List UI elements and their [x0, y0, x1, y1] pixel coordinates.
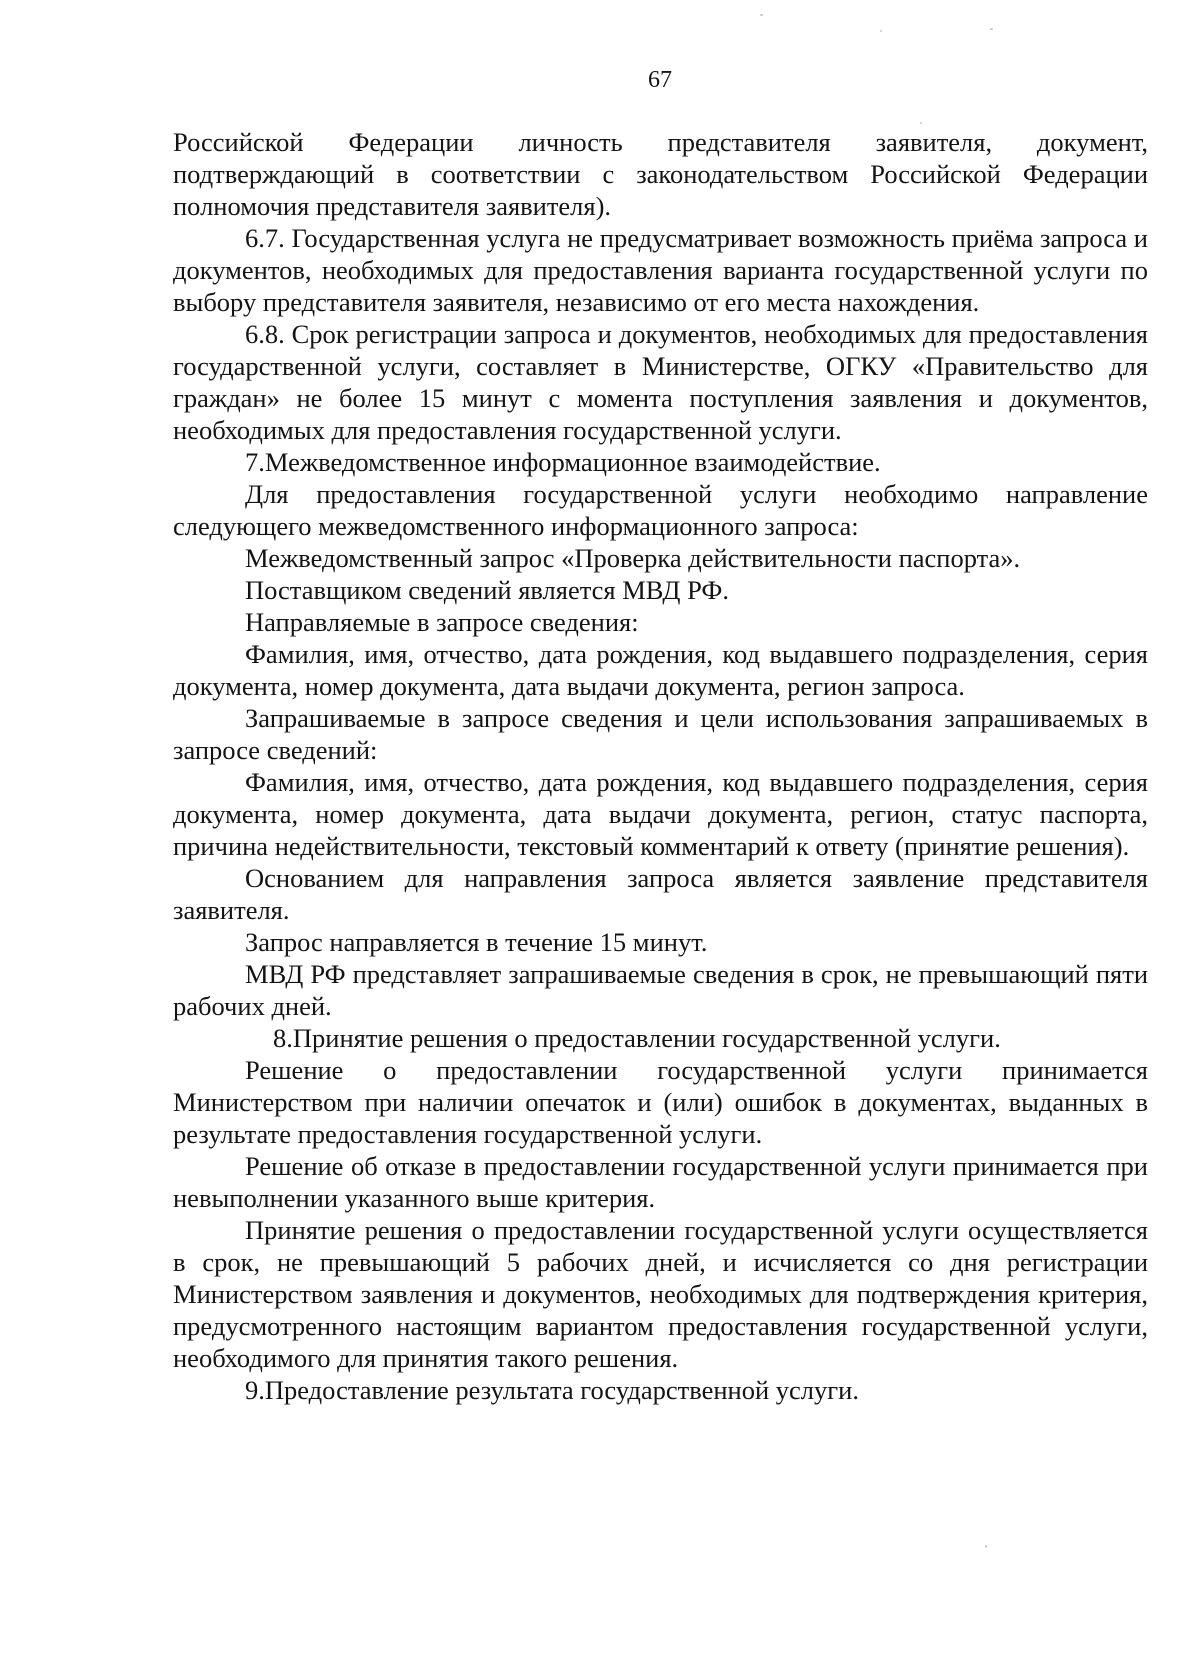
paragraph-6-8: 6.8. Срок регистрации запроса и документов, необходимых для предоставления государственной услуги, составляет в Министерстве, ОГКУ «Правительство для граждан» не более 15 минут с момента поступления заявления и документов, необходимых для предоставления государственной услуги. [173, 319, 1148, 445]
scan-speck [990, 28, 993, 30]
section-8-heading: 8.Принятие решения о предоставлении государственной услуги. [273, 1023, 1001, 1053]
paragraph-decision-timing: Принятие решения о предоставлении государственной услуги осуществляется в срок, не превышающий 5 рабочих дней, и исчисляется со дня регистрации Министерством заявления и документов, необходимых для подтверждения критерия, предусмотренного настоящим вариантом предоставления государственной услуги, необходимого для принятия такого решения. [173, 1215, 1148, 1373]
paragraph-6-7: 6.7. Государственная услуга не предусматривает возможность приёма запроса и документов, необходимых для предоставления варианта государственной услуги по выбору представителя заявителя, независимо от его места нахождения. [173, 223, 1148, 317]
paragraph-refusal: Решение об отказе в предоставлении государственной услуги принимается при невыполнении указанного выше критерия. [173, 1151, 1148, 1213]
paragraph-continuation: Российской Федерации личность представителя заявителя, документ, подтверждающий в соответствии с законодательством Российской Федерации полномочия представителя заявителя). [173, 127, 1148, 221]
scan-speck [920, 122, 922, 124]
document-body [173, 126, 1148, 1406]
section-7-heading: 7.Межведомственное информационное взаимодействие. [245, 447, 881, 477]
paragraph-response-timing: МВД РФ представляет запрашиваемые сведения в срок, не превышающий пяти рабочих дней. [173, 959, 1148, 1021]
page-number: 67 [648, 67, 672, 93]
paragraph-request-timing: Запрос направляется в течение 15 минут. [245, 927, 708, 957]
scan-speck [760, 14, 763, 16]
section-9-heading: 9.Предоставление результата государственной услуги. [245, 1375, 859, 1405]
paragraph-requested-data-heading: Запрашиваемые в запросе сведения и цели использования запрашиваемых в запросе сведений: [173, 703, 1148, 765]
paragraph-request-name: Межведомственный запрос «Проверка действительности паспорта». [245, 543, 1021, 573]
scan-speck [985, 1545, 987, 1548]
paragraph-basis: Основанием для направления запроса является заявление представителя заявителя. [173, 863, 1148, 925]
paragraph-request-intro: Для предоставления государственной услуги необходимо направление следующего межведомственного информационного запроса: [173, 479, 1148, 541]
paragraph-sent-data: Фамилия, имя, отчество, дата рождения, код выдавшего подразделения, серия документа, номер документа, дата выдачи документа, регион запроса. [173, 639, 1148, 701]
paragraph-provider: Поставщиком сведений является МВД РФ. [245, 575, 729, 605]
scan-speck [880, 30, 882, 32]
paragraph-requested-data: Фамилия, имя, отчество, дата рождения, код выдавшего подразделения, серия документа, номер документа, дата выдачи документа, регион, статус паспорта, причина недействительности, текстовый комментарий к ответу (принятие решения). [173, 767, 1148, 861]
paragraph-sent-data-heading: Направляемые в запросе сведения: [245, 607, 639, 637]
paragraph-decision: Решение о предоставлении государственной услуги принимается Министерством при наличии опечаток и (или) ошибок в документах, выданных в результате предоставления государственной услуги. [173, 1055, 1148, 1149]
